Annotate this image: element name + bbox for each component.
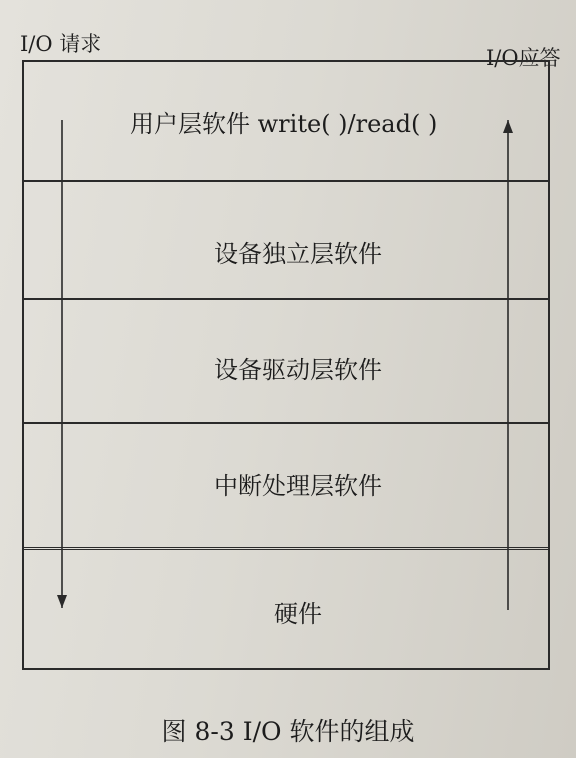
layer-device-independent-label: 设备独立层软件 (214, 240, 382, 268)
layer-hardware-label: 硬件 (274, 600, 322, 628)
layer-interrupt-handler (24, 424, 548, 550)
layer-hardware (24, 550, 548, 668)
software-layer-stack (22, 60, 550, 670)
layer-interrupt-handler-label: 中断处理层软件 (214, 472, 382, 500)
figure-caption: 图 8-3 I/O 软件的组成 (161, 717, 415, 746)
layer-device-driver (24, 300, 548, 424)
io-response-label: I/O应答 (486, 46, 561, 70)
layer-device-driver-label: 设备驱动层软件 (214, 356, 382, 384)
layer-user-software (24, 62, 548, 182)
io-request-label: I/O 请求 (20, 32, 102, 56)
layer-device-independent (24, 182, 548, 300)
layer-user-software-label: 用户层软件 write( )/read( ) (130, 110, 438, 138)
